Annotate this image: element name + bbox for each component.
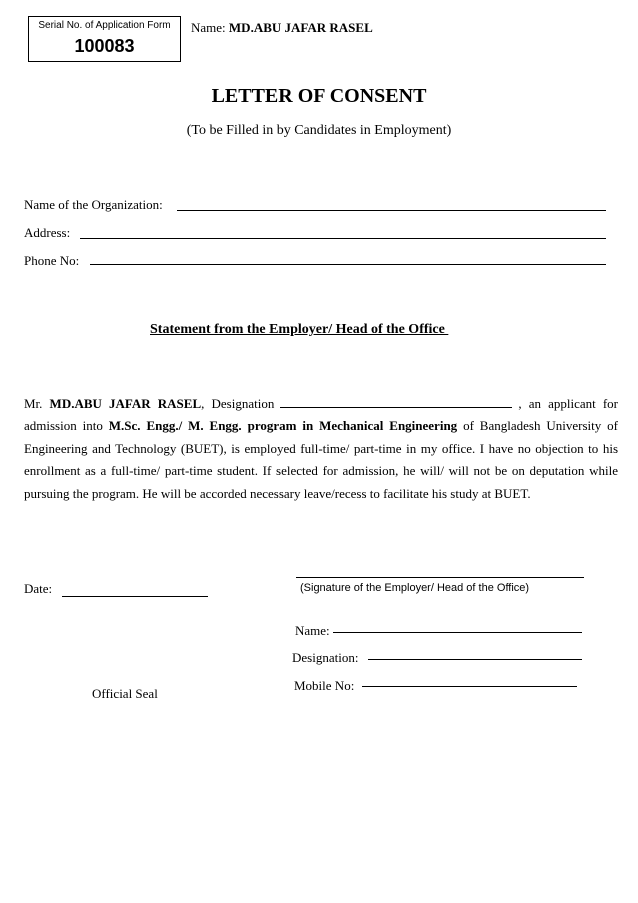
page-subtitle: (To be Filled in by Candidates in Employment): [186, 123, 452, 138]
signer-designation-label: Designation:: [292, 650, 359, 665]
page-title: LETTER OF CONSENT: [211, 85, 427, 107]
address-field[interactable]: [80, 238, 606, 239]
official-seal-label: Official Seal: [92, 686, 158, 701]
signature-caption: (Signature of the Employer/ Head of the Office): [300, 582, 530, 594]
date-field[interactable]: [62, 596, 208, 597]
statement-program: M.Sc. Engg./ M. Engg. program in Mechanical Engineering: [108, 418, 458, 434]
phone-label: Phone No:: [24, 253, 80, 268]
statement-paragraph: [24, 393, 618, 505]
serial-number-value: 100083: [74, 36, 135, 56]
phone-field[interactable]: [90, 264, 606, 265]
statement-designation-text: , Designation: [201, 396, 275, 411]
signer-designation-field[interactable]: [368, 659, 582, 660]
signer-mobile-label: Mobile No:: [294, 678, 355, 693]
applicant-name-label: Name:: [191, 20, 229, 35]
signer-mobile-field[interactable]: [362, 686, 577, 687]
organization-name-field[interactable]: [177, 210, 606, 211]
signer-name-field[interactable]: [333, 632, 582, 633]
statement-after-blank: , an applicant for admission into: [24, 396, 619, 434]
statement-body: of Bangladesh University of Engineering and Technology (BUET), is employed full-time/ part-time in my office. I have no objection to his enrollment as a full-time/ part-time student. If selected for admission, he will/ will not be on deputation while pursuing the program. He will be accorded necessary leave/recess to facilitate his study at BUET.: [24, 418, 618, 501]
organization-name-label: Name of the Organization:: [24, 197, 163, 212]
statement-applicant-name: MD.ABU JAFAR RASEL: [49, 396, 202, 411]
statement-prefix: Mr.: [24, 396, 50, 411]
applicant-name-line: [191, 20, 373, 36]
date-label: Date:: [24, 581, 53, 596]
statement-title: Statement from the Employer/ Head of the Office: [150, 322, 449, 337]
signer-name-label: Name:: [295, 623, 330, 638]
applicant-name-value: MD.ABU JAFAR RASEL: [228, 20, 373, 35]
designation-field[interactable]: [280, 395, 512, 408]
signature-line[interactable]: [296, 577, 584, 578]
serial-number-label: Serial No. of Application Form: [38, 20, 171, 31]
address-label: Address:: [24, 225, 71, 240]
serial-number-box: [28, 16, 181, 62]
